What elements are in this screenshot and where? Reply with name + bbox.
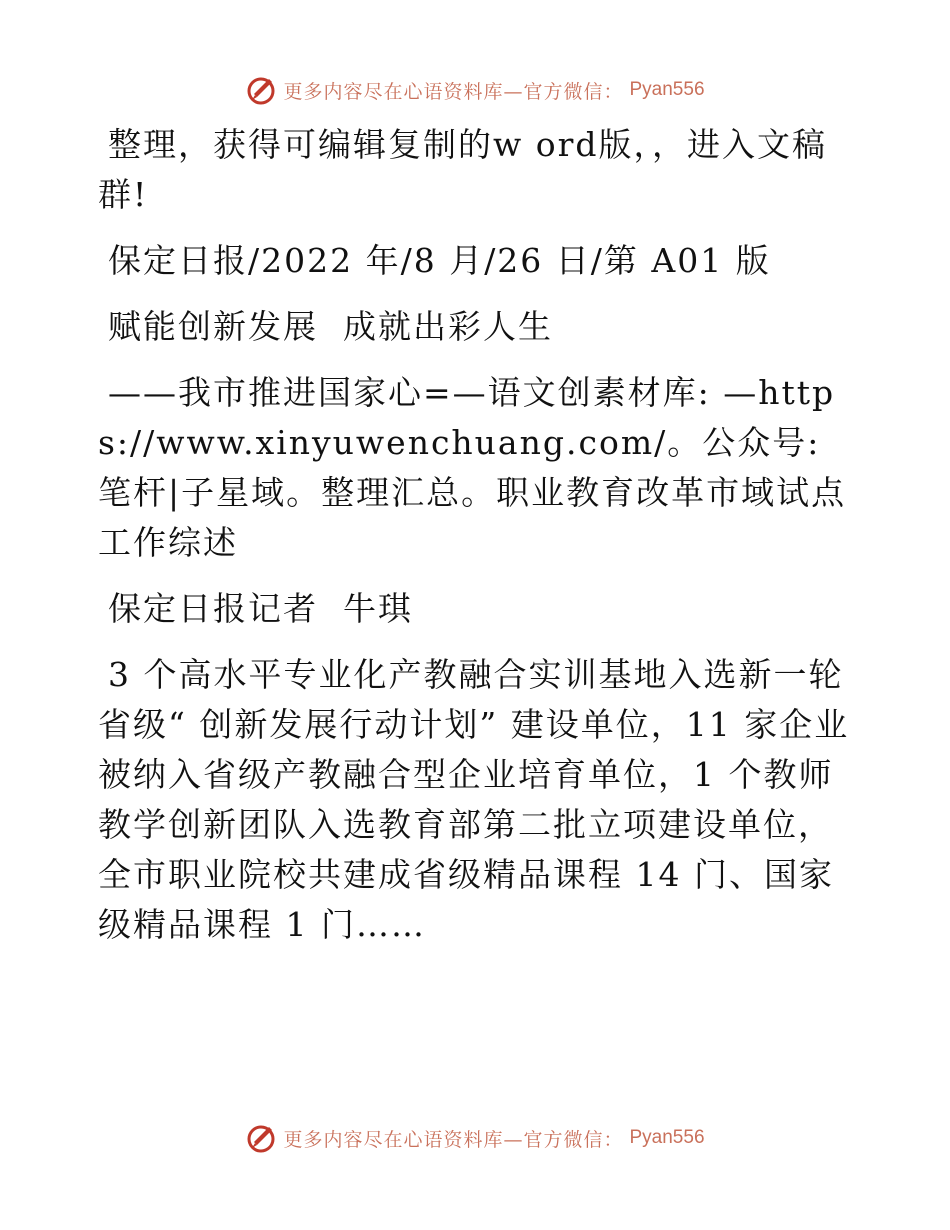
article-subtitle: ——我市推进国家心=—语文创素材库: —https://www.xinyuwenchuang.com/。公众号: 笔杆|子星域。整理汇总。职业教育改革市域试点工作综述: [98, 373, 847, 562]
header-banner: [0, 70, 950, 110]
quill-seal-icon: [245, 74, 277, 106]
banner-handle: Pyan556: [629, 79, 705, 100]
article-title: 赋能创新发展 成就出彩人生: [108, 307, 553, 346]
body-paragraph: 3 个高水平专业化产教融合实训基地入选新一轮省级“ 创新发展行动计划” 建设单位，11 家企业被纳入省级产教融合型企业培育单位，1 个教师教学创新团队入选教育部第二批立项建设单位，全市职业院校共建成省级精品课程 14 门、国家级精品课程 1 门……: [98, 655, 850, 944]
article-body: [98, 120, 858, 966]
banner-text: 更多内容尽在心语资料库—官方微信：: [283, 1128, 624, 1151]
banner-handle: Pyan556: [629, 1127, 705, 1148]
intro-paragraph: 整理，获得可编辑复制的w ord版，，进入文稿群!: [98, 125, 828, 214]
source-line: 保定日报/2022 年/8 月/26 日/第 A01 版: [108, 241, 771, 280]
byline: 保定日报记者 牛琪: [108, 589, 413, 628]
footer-banner: [0, 1118, 950, 1158]
quill-seal-icon: [245, 1122, 277, 1154]
banner-text: 更多内容尽在心语资料库—官方微信：: [283, 80, 624, 103]
